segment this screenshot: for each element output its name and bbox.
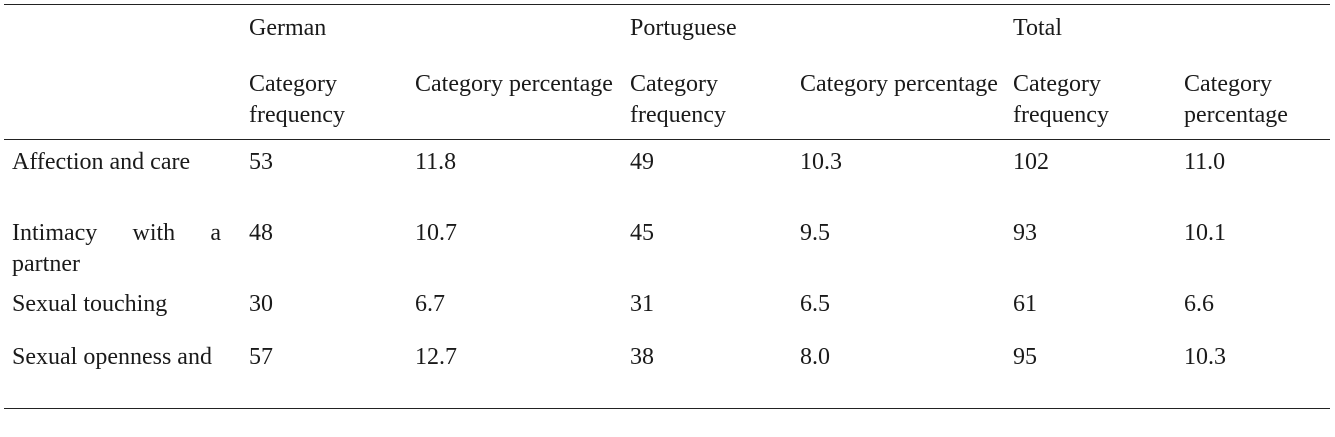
cell-german-frequency: 48 [249, 220, 273, 246]
subheader-german-percentage: Category percentage [415, 71, 613, 97]
language-header-row [4, 5, 1330, 64]
cell-total-frequency: 93 [1013, 220, 1038, 246]
cell-german-frequency: 53 [241, 140, 407, 212]
data-table-container [4, 4, 1330, 409]
cell-total-percentage: 6.6 [1184, 291, 1215, 317]
table-row [4, 335, 1330, 409]
row-label-sexual-touching: Sexual touching [12, 291, 168, 317]
group-header-german: German [241, 5, 622, 64]
group-header-portuguese: Portuguese [622, 5, 1005, 64]
cell-portuguese-percentage: 6.5 [800, 291, 831, 317]
cell-portuguese-frequency: 49 [622, 140, 792, 212]
subheader-row [4, 63, 1330, 140]
subheader-german-frequency: Category frequency [249, 71, 345, 128]
subheader-total-percentage: Category percentage [1184, 71, 1288, 128]
cell-portuguese-percentage: 10.3 [792, 140, 1005, 212]
corner-cell [4, 5, 241, 64]
cell-portuguese-frequency: 31 [630, 291, 655, 317]
category-frequency-table [4, 4, 1330, 409]
group-header-total: Total [1005, 5, 1330, 64]
cell-german-frequency: 57 [241, 335, 407, 409]
cell-total-percentage: 11.0 [1176, 140, 1330, 212]
subheader-total-frequency: Category frequency [1013, 71, 1109, 128]
subheader-portuguese-percentage: Category percentage [800, 71, 998, 97]
table-row [4, 211, 1330, 282]
cell-german-frequency: 30 [249, 291, 273, 317]
cell-total-frequency: 61 [1013, 291, 1038, 317]
cell-german-percentage: 12.7 [407, 335, 622, 409]
table-row [4, 282, 1330, 335]
row-label-affection-and-care: Affection and care [4, 140, 241, 212]
cell-portuguese-percentage: 9.5 [800, 220, 831, 246]
cell-portuguese-percentage: 8.0 [792, 335, 1005, 409]
cell-total-frequency: 95 [1005, 335, 1176, 409]
cell-german-percentage: 10.7 [415, 220, 457, 246]
cell-total-percentage: 10.1 [1184, 220, 1227, 246]
cell-portuguese-frequency: 38 [622, 335, 792, 409]
table-row [4, 140, 1330, 212]
corner-cell-lower [4, 63, 241, 140]
cell-portuguese-frequency: 45 [630, 220, 655, 246]
row-label-intimacy-with-partner: Intimacy with a partner [12, 220, 221, 277]
cell-total-percentage: 10.3 [1176, 335, 1330, 409]
subheader-portuguese-frequency: Category frequency [630, 71, 726, 128]
cell-german-percentage: 11.8 [407, 140, 622, 212]
cell-german-percentage: 6.7 [415, 291, 445, 317]
row-label-sexual-openness: Sexual openness and [4, 335, 241, 409]
cell-total-frequency: 102 [1005, 140, 1176, 212]
